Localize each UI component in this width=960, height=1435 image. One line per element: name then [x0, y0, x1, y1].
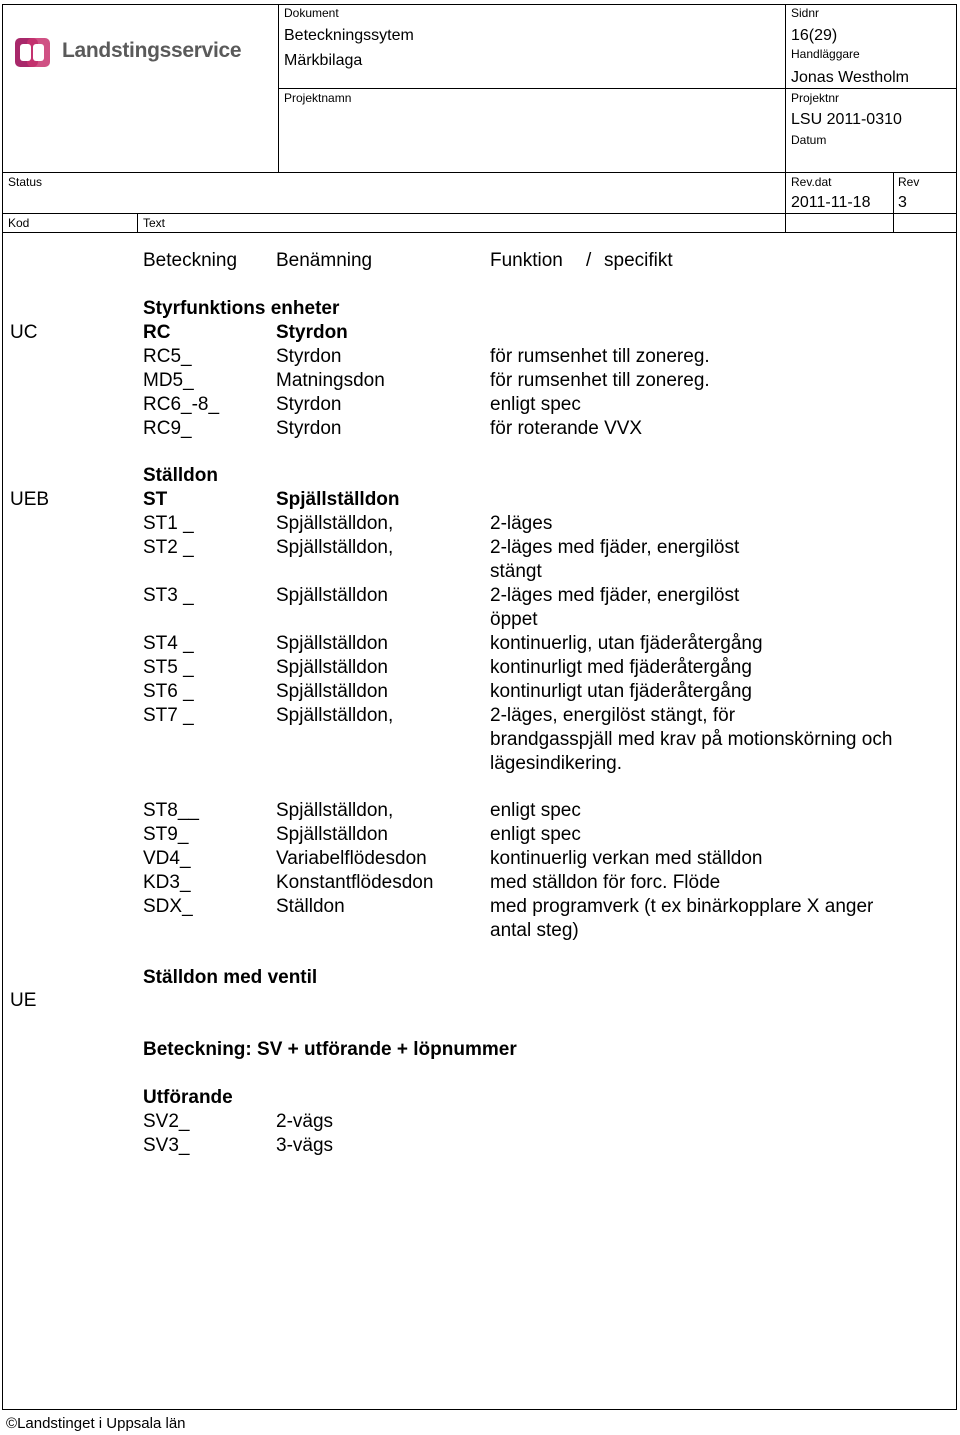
row-code: ST8__	[143, 800, 199, 821]
sidnr-label: Sidnr	[791, 6, 820, 20]
beteckning-line: Beteckning: SV + utförande + löpnummer	[143, 1039, 517, 1060]
row-code: KD3_	[143, 872, 191, 893]
row-func: kontinurligt utan fjäderåtergång	[490, 681, 752, 702]
row-code: SV3_	[143, 1135, 190, 1156]
row-code: RC9_	[143, 418, 192, 439]
handlaggare-value: Jonas Westholm	[791, 69, 909, 86]
row-name: Spjällställdon	[276, 585, 388, 606]
row-func: med programverk (t ex binärkopplare X anger	[490, 896, 874, 917]
col-specifikt: specifikt	[604, 250, 673, 271]
row-code: ST7 _	[143, 705, 194, 726]
row-name: Spjällställdon	[276, 824, 388, 845]
utforande-heading: Utförande	[143, 1087, 233, 1108]
projektnamn-label: Projektnamn	[284, 91, 352, 105]
row-code: ST5 _	[143, 657, 194, 678]
row-name: Spjällställdon	[276, 657, 388, 678]
header-divider	[278, 88, 956, 89]
sub-name: Spjällställdon	[276, 489, 400, 510]
row-func: enligt spec	[490, 800, 581, 821]
row-name: Spjällställdon	[276, 681, 388, 702]
projektnr-label: Projektnr	[791, 91, 840, 105]
row-name: Spjällställdon	[276, 633, 388, 654]
row-func: enligt spec	[490, 824, 581, 845]
rev-value: 3	[898, 194, 907, 211]
header-divider	[2, 232, 956, 233]
row-name: Ställdon	[276, 896, 345, 917]
dokument-subtitle: Märkbilaga	[284, 52, 363, 69]
sub-code: RC	[143, 322, 171, 343]
row-func-cont: antal steg)	[490, 920, 579, 941]
row-func-cont: lägesindikering.	[490, 753, 623, 774]
logo-text: Landstingsservice	[62, 39, 242, 62]
row-func: med ställdon för forc. Flöde	[490, 872, 721, 893]
row-func: kontinurligt med fjäderåtergång	[490, 657, 752, 678]
row-name: Styrdon	[276, 394, 342, 415]
row-name: Styrdon	[276, 346, 342, 367]
kod-label: Kod	[8, 216, 30, 230]
header-divider	[2, 172, 956, 173]
row-code: ST1 _	[143, 513, 194, 534]
row-code: RC6_-8_	[143, 394, 220, 415]
header-divider	[893, 172, 894, 232]
header-divider	[137, 213, 138, 232]
text-label: Text	[143, 216, 166, 230]
row-func: 2-läges, energilöst stängt, för	[490, 705, 736, 726]
section-heading: Ställdon	[143, 465, 218, 486]
row-name: Styrdon	[276, 418, 342, 439]
row-func-cont: brandgasspjäll med krav på motionskörning och	[490, 729, 893, 750]
row-code: ST9_	[143, 824, 189, 845]
row-func-cont: stängt	[490, 561, 542, 582]
row-func: kontinuerlig verkan med ställdon	[490, 848, 763, 869]
row-func: kontinuerlig, utan fjäderåtergång	[490, 633, 763, 654]
copyright-icon: ©	[6, 1415, 18, 1432]
row-name: Spjällställdon,	[276, 705, 394, 726]
projektnr-value: LSU 2011-0310	[791, 111, 902, 128]
row-func: för rumsenhet till zonereg.	[490, 346, 710, 367]
row-code: ST4 _	[143, 633, 194, 654]
section-code-uc: UC	[10, 322, 38, 343]
sidnr-value: 16(29)	[791, 27, 838, 44]
col-beteckning: Beteckning	[143, 250, 238, 271]
revdat-label: Rev.dat	[791, 175, 832, 189]
row-name: Matningsdon	[276, 370, 385, 391]
row-code: ST6 _	[143, 681, 194, 702]
footer	[6, 1414, 186, 1434]
header-divider	[785, 4, 786, 232]
row-func: för rumsenhet till zonereg.	[490, 370, 710, 391]
row-name: 3-vägs	[276, 1135, 334, 1156]
row-func: enligt spec	[490, 394, 581, 415]
section-code-ue: UE	[10, 990, 37, 1011]
row-name: Spjällställdon,	[276, 537, 394, 558]
rev-label: Rev	[898, 175, 920, 189]
row-func-cont: öppet	[490, 609, 538, 630]
row-code: RC5_	[143, 346, 192, 367]
row-func: 2-läges med fjäder, energilöst	[490, 585, 740, 606]
datum-label: Datum	[791, 133, 827, 147]
row-code: ST2 _	[143, 537, 194, 558]
row-code: VD4_	[143, 848, 191, 869]
col-benamning: Benämning	[276, 250, 373, 271]
row-func: för roterande VVX	[490, 418, 643, 439]
section-heading: Styrfunktions enheter	[143, 298, 340, 319]
row-code: SV2_	[143, 1111, 190, 1132]
row-name: Spjällställdon,	[276, 513, 394, 534]
footer-text: Landstinget i Uppsala län	[17, 1415, 186, 1432]
status-label: Status	[8, 175, 43, 189]
row-code: MD5_	[143, 370, 194, 391]
col-slash: /	[586, 250, 592, 271]
dokument-label: Dokument	[284, 6, 339, 20]
row-name: 2-vägs	[276, 1111, 334, 1132]
header-divider	[2, 213, 956, 214]
section-heading: Ställdon med ventil	[143, 967, 318, 988]
row-func: 2-läges med fjäder, energilöst	[490, 537, 740, 558]
revdat-value: 2011-11-18	[791, 194, 871, 211]
col-funktion: Funktion	[490, 250, 563, 271]
sub-name: Styrdon	[276, 322, 348, 343]
handlaggare-label: Handläggare	[791, 47, 860, 61]
section-code-ueb: UEB	[10, 489, 50, 510]
row-func: 2-läges	[490, 513, 553, 534]
row-code: ST3 _	[143, 585, 194, 606]
row-code: SDX_	[143, 896, 193, 917]
row-name: Konstantflödesdon	[276, 872, 434, 893]
row-name: Spjällställdon,	[276, 800, 394, 821]
logo-mark-icon	[14, 34, 52, 72]
dokument-title: Beteckningssytem	[284, 27, 414, 44]
landstingsservice-logo	[14, 34, 242, 74]
header-divider	[278, 4, 279, 172]
sub-code: ST	[143, 489, 168, 510]
row-name: Variabelflödesdon	[276, 848, 427, 869]
